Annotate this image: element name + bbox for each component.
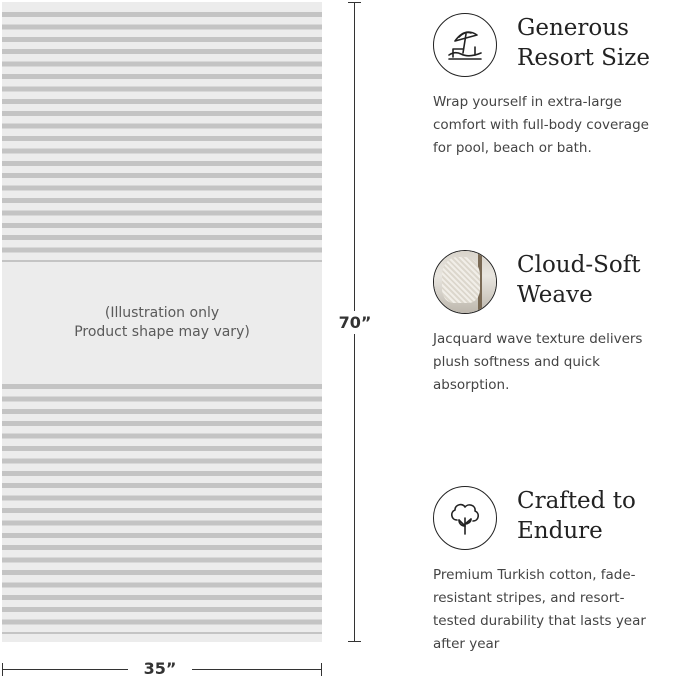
width-label: 35” (128, 659, 192, 679)
feature-title (517, 250, 679, 310)
feature-description-line: Premium Turkish cotton, fade- (433, 567, 636, 583)
height-label: 70” (334, 311, 376, 334)
feature-description-line: after year (433, 636, 500, 652)
feature-title-line: Generous (517, 15, 629, 41)
feature-title-line: Crafted to (517, 488, 636, 514)
feature-title (517, 486, 679, 546)
feature-description-line: absorption. (433, 377, 510, 393)
feature-description-line: resistant stripes, and resort- (433, 590, 625, 606)
feature-title-line: Cloud-Soft (517, 252, 641, 278)
towel-texture-photo (433, 250, 497, 314)
cotton-plant-icon (433, 486, 497, 550)
illustration-note (2, 304, 322, 342)
illustration-note-line-2: Product shape may vary) (74, 324, 250, 340)
towel-stripes-top (2, 12, 322, 262)
feature-title (517, 13, 679, 73)
feature-description-line: comfort with full-body coverage (433, 117, 649, 133)
towel-illustration (2, 2, 322, 642)
feature-description (433, 91, 679, 160)
feature-description-line: for pool, beach or bath. (433, 140, 592, 156)
feature-title-line: Endure (517, 518, 603, 544)
feature-description-line: Wrap yourself in extra-large (433, 94, 622, 110)
feature-description-line: Jacquard wave texture delivers (433, 331, 643, 347)
feature-description-line: plush softness and quick (433, 354, 600, 370)
feature-title-line: Resort Size (517, 45, 650, 71)
feature-description (433, 564, 679, 656)
feature-title-line: Weave (517, 282, 593, 308)
feature-description (433, 328, 679, 397)
umbrella-sun-icon (433, 13, 497, 77)
feature-description-line: tested durability that lasts year (433, 613, 646, 629)
towel-stripes-bottom (2, 384, 322, 634)
illustration-note-line-1: (Illustration only (104, 305, 220, 321)
